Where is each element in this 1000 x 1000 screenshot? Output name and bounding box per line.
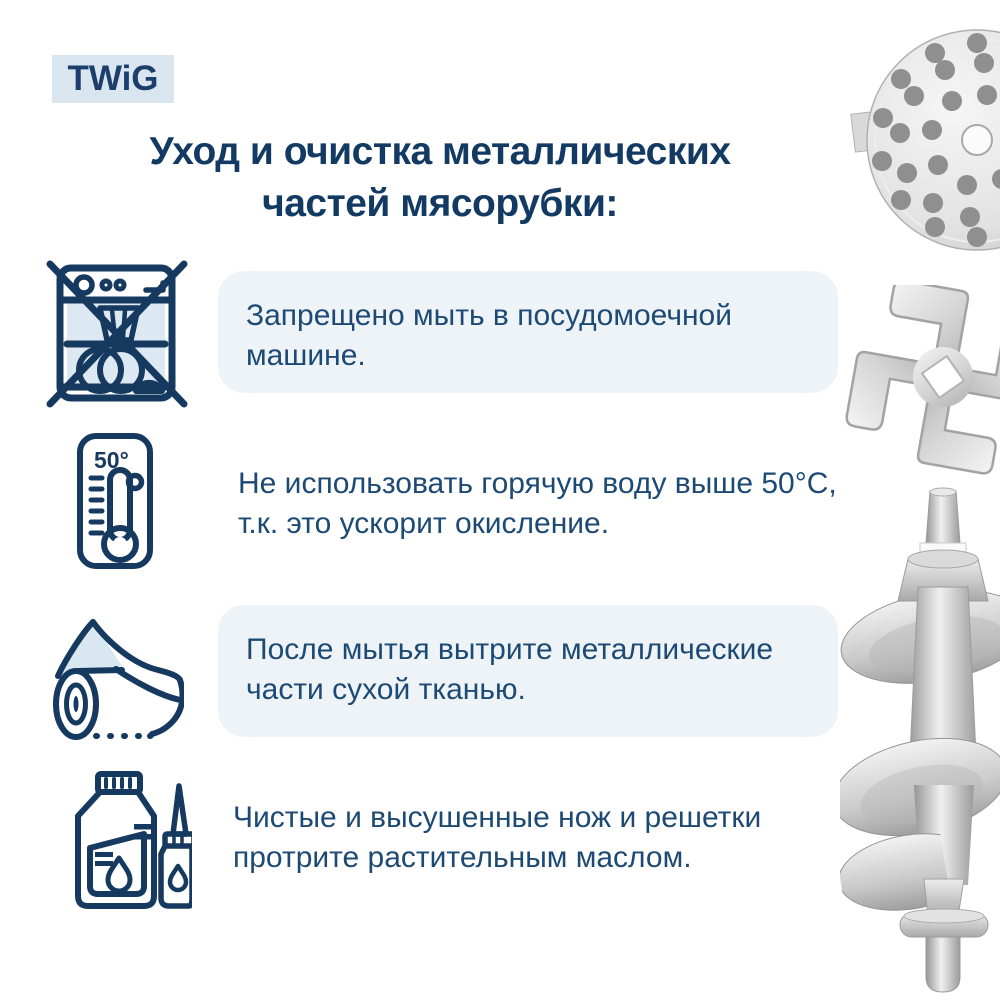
grinder-plate-photo	[845, 25, 1000, 260]
brand-logo: TWiG	[52, 55, 174, 103]
title-line-1: Уход и очистка металлических	[149, 130, 731, 173]
oil-bottles-icon	[46, 770, 192, 912]
tip-text-3: После мытья вытрите металлические части сухой тканью.	[246, 633, 774, 706]
tip-text-box-1	[218, 271, 838, 393]
no-dishwasher-icon	[46, 258, 188, 410]
thermometer-degrees-label: 50°	[94, 447, 129, 473]
grinder-knife-photo	[840, 285, 1000, 485]
page-title	[40, 126, 840, 230]
paper-towel-icon	[46, 612, 184, 742]
grinder-auger-photo	[840, 487, 1000, 994]
title-line-2: частей мясорубки:	[262, 182, 618, 225]
tip-text-4: Чистые и высушенные нож и решетки протрите растительным маслом.	[233, 801, 762, 874]
thermometer-50-icon	[76, 432, 154, 570]
tip-text-2: Не использовать горячую воду выше 50°C, т.к. это ускорит окисление.	[238, 467, 837, 540]
tip-text-1: Запрещено мыть в посудомоечной машине.	[246, 299, 732, 372]
tip-text-box-3	[218, 605, 838, 737]
